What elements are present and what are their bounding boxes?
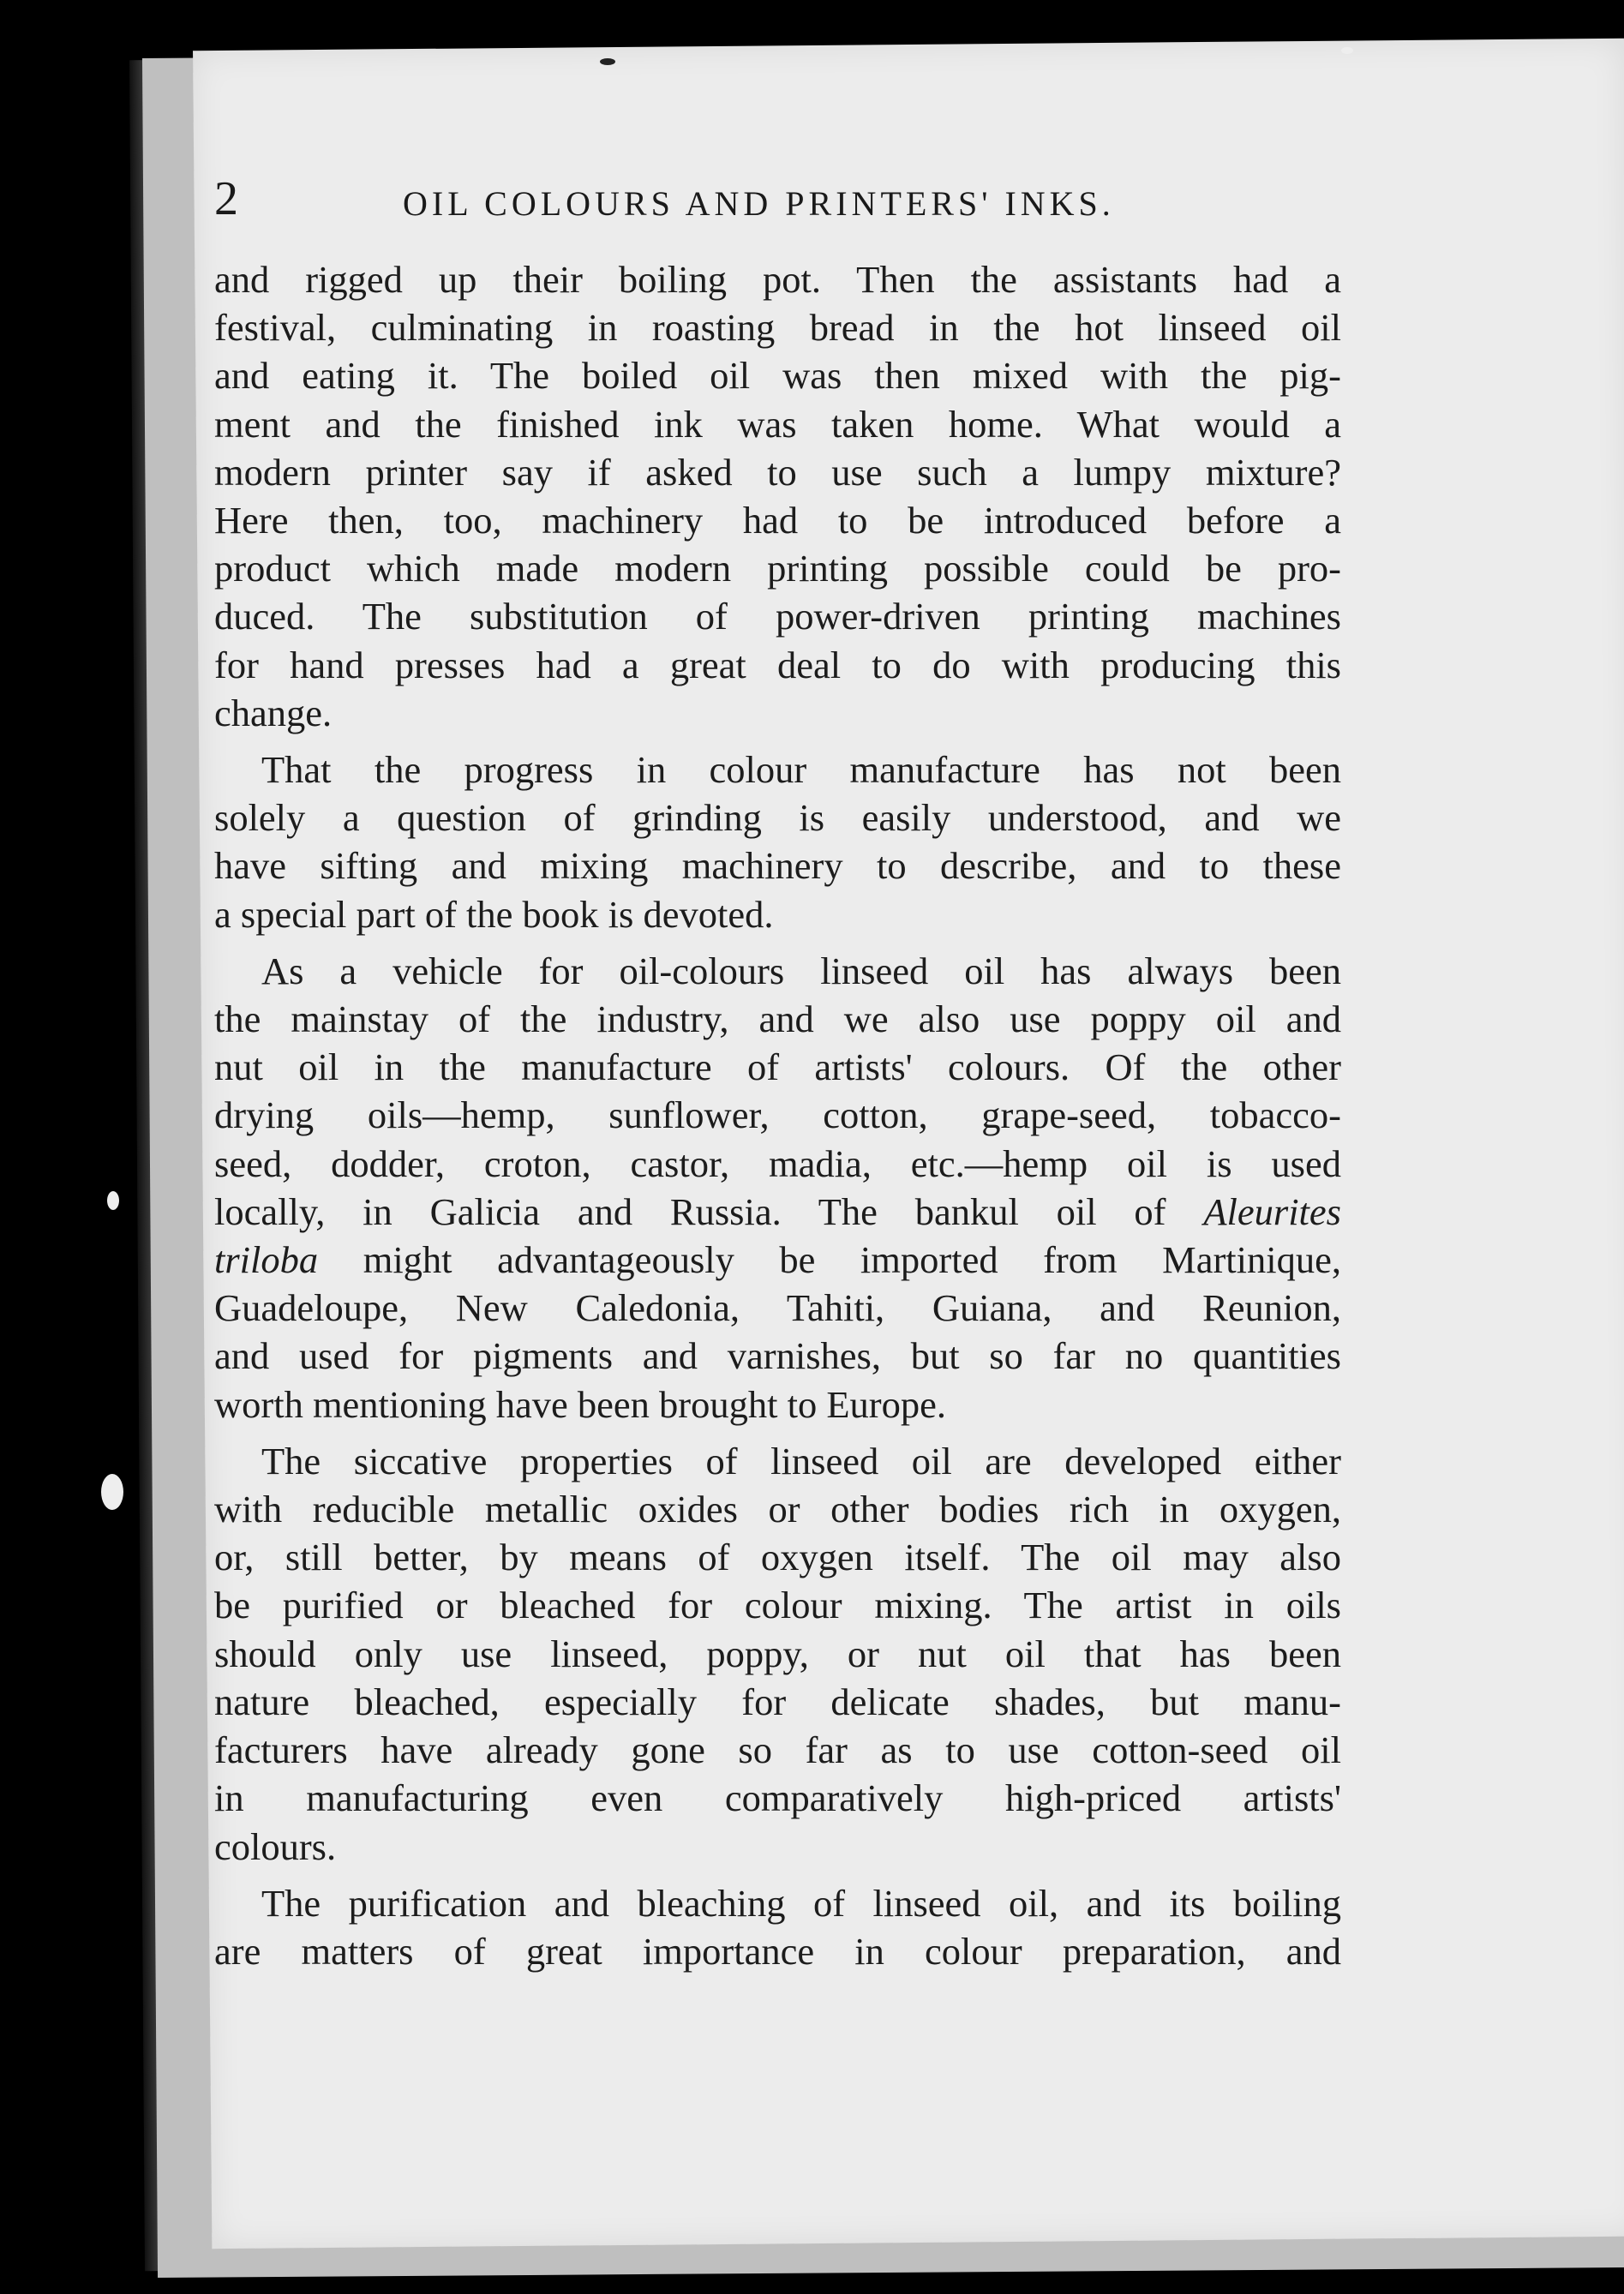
paragraph-5 <box>214 1879 1341 1975</box>
text-line: and used for pigments and varnishes, but so far no quantities <box>214 1334 1341 1378</box>
text-line: modern printer say if asked to use such a lumpy mixture? <box>214 450 1341 494</box>
text-line: festival, culminating in roasting bread in the hot linseed oil <box>214 306 1341 350</box>
text-line: Here then, too, machinery had to be introduced before a <box>214 499 1341 542</box>
text-line: have sifting and mixing machinery to describe, and to these <box>214 844 1341 888</box>
paragraph-3 <box>214 947 1341 1429</box>
text-line: drying oils—hemp, sunflower, cotton, grape-seed, tobacco- <box>214 1093 1341 1137</box>
text-line: and rigged up their boiling pot. Then the assistants had a <box>214 258 1341 301</box>
text-line: ment and the finished ink was taken home. What would a <box>214 402 1341 446</box>
text-line: be purified or bleached for colour mixing. The artist in oils <box>214 1584 1341 1627</box>
italic-genus: Aleurites <box>1203 1189 1341 1233</box>
paragraph-1 <box>214 255 1341 737</box>
scan-speck <box>1341 47 1353 54</box>
text-line: The purification and bleaching of linseed oil, and its boiling <box>261 1881 1341 1925</box>
text-fragment: locally, in Galicia and Russia. The bankul oil of <box>214 1189 1204 1233</box>
text-line: The siccative properties of linseed oil are developed either <box>261 1439 1341 1482</box>
paragraph-4 <box>214 1437 1341 1871</box>
scan-speck <box>600 58 615 65</box>
scan-speck <box>101 1474 123 1510</box>
running-title: OIL COLOURS AND PRINTERS' INKS. <box>403 184 1115 223</box>
text-line: That the progress in colour manufacture has not been <box>261 748 1341 792</box>
text-line: nature bleached, especially for delicate shades, but manu- <box>214 1680 1341 1723</box>
text-line: change. <box>214 691 333 734</box>
text-line: nut oil in the manufacture of artists' colours. Of the other <box>214 1045 1341 1089</box>
text-fragment: might advantageously be imported from Martinique, <box>363 1238 1341 1282</box>
text-line: and eating it. The boiled oil was then mixed with the pig- <box>214 354 1341 398</box>
text-line: Guadeloupe, New Caledonia, Tahiti, Guiana, and Reunion, <box>214 1286 1341 1330</box>
text-line: colours. <box>214 1824 337 1868</box>
text-line: product which made modern printing possible could be pro- <box>214 547 1341 590</box>
text-line: worth mentioning have been brought to Europe. <box>214 1382 946 1426</box>
page-number: 2 <box>214 172 238 225</box>
text-line: are matters of great importance in colour preparation, and <box>214 1929 1341 1973</box>
text-line: in manufacturing even comparatively high-priced artists' <box>214 1776 1341 1820</box>
text-line: seed, dodder, croton, castor, madia, etc.—hemp oil is used <box>214 1141 1341 1185</box>
text-line: with reducible metallic oxides or other bodies rich in oxygen, <box>214 1488 1341 1531</box>
text-line: duced. The substitution of power-driven printing machines <box>214 595 1341 638</box>
text-line: solely a question of grinding is easily understood, and we <box>214 796 1341 840</box>
text-line: facturers have already gone so far as to use cotton-seed oil <box>214 1728 1341 1772</box>
text-line-with-italic <box>214 1236 1341 1284</box>
text-line: should only use linseed, poppy, or nut oil that has been <box>214 1632 1341 1675</box>
text-line-with-italic <box>214 1188 1341 1236</box>
text-line: or, still better, by means of oxygen itself. The oil may also <box>214 1536 1341 1579</box>
text-line: As a vehicle for oil-colours linseed oil has always been <box>261 949 1341 992</box>
text-line: a special part of the book is devoted. <box>214 892 774 936</box>
scan-speck <box>107 1191 119 1210</box>
paragraph-2 <box>214 746 1341 938</box>
body-text <box>214 255 1341 1975</box>
italic-species: triloba <box>214 1238 319 1282</box>
text-line: for hand presses had a great deal to do with producing this <box>214 643 1341 686</box>
text-line: the mainstay of the industry, and we also use poppy oil and <box>214 997 1341 1041</box>
